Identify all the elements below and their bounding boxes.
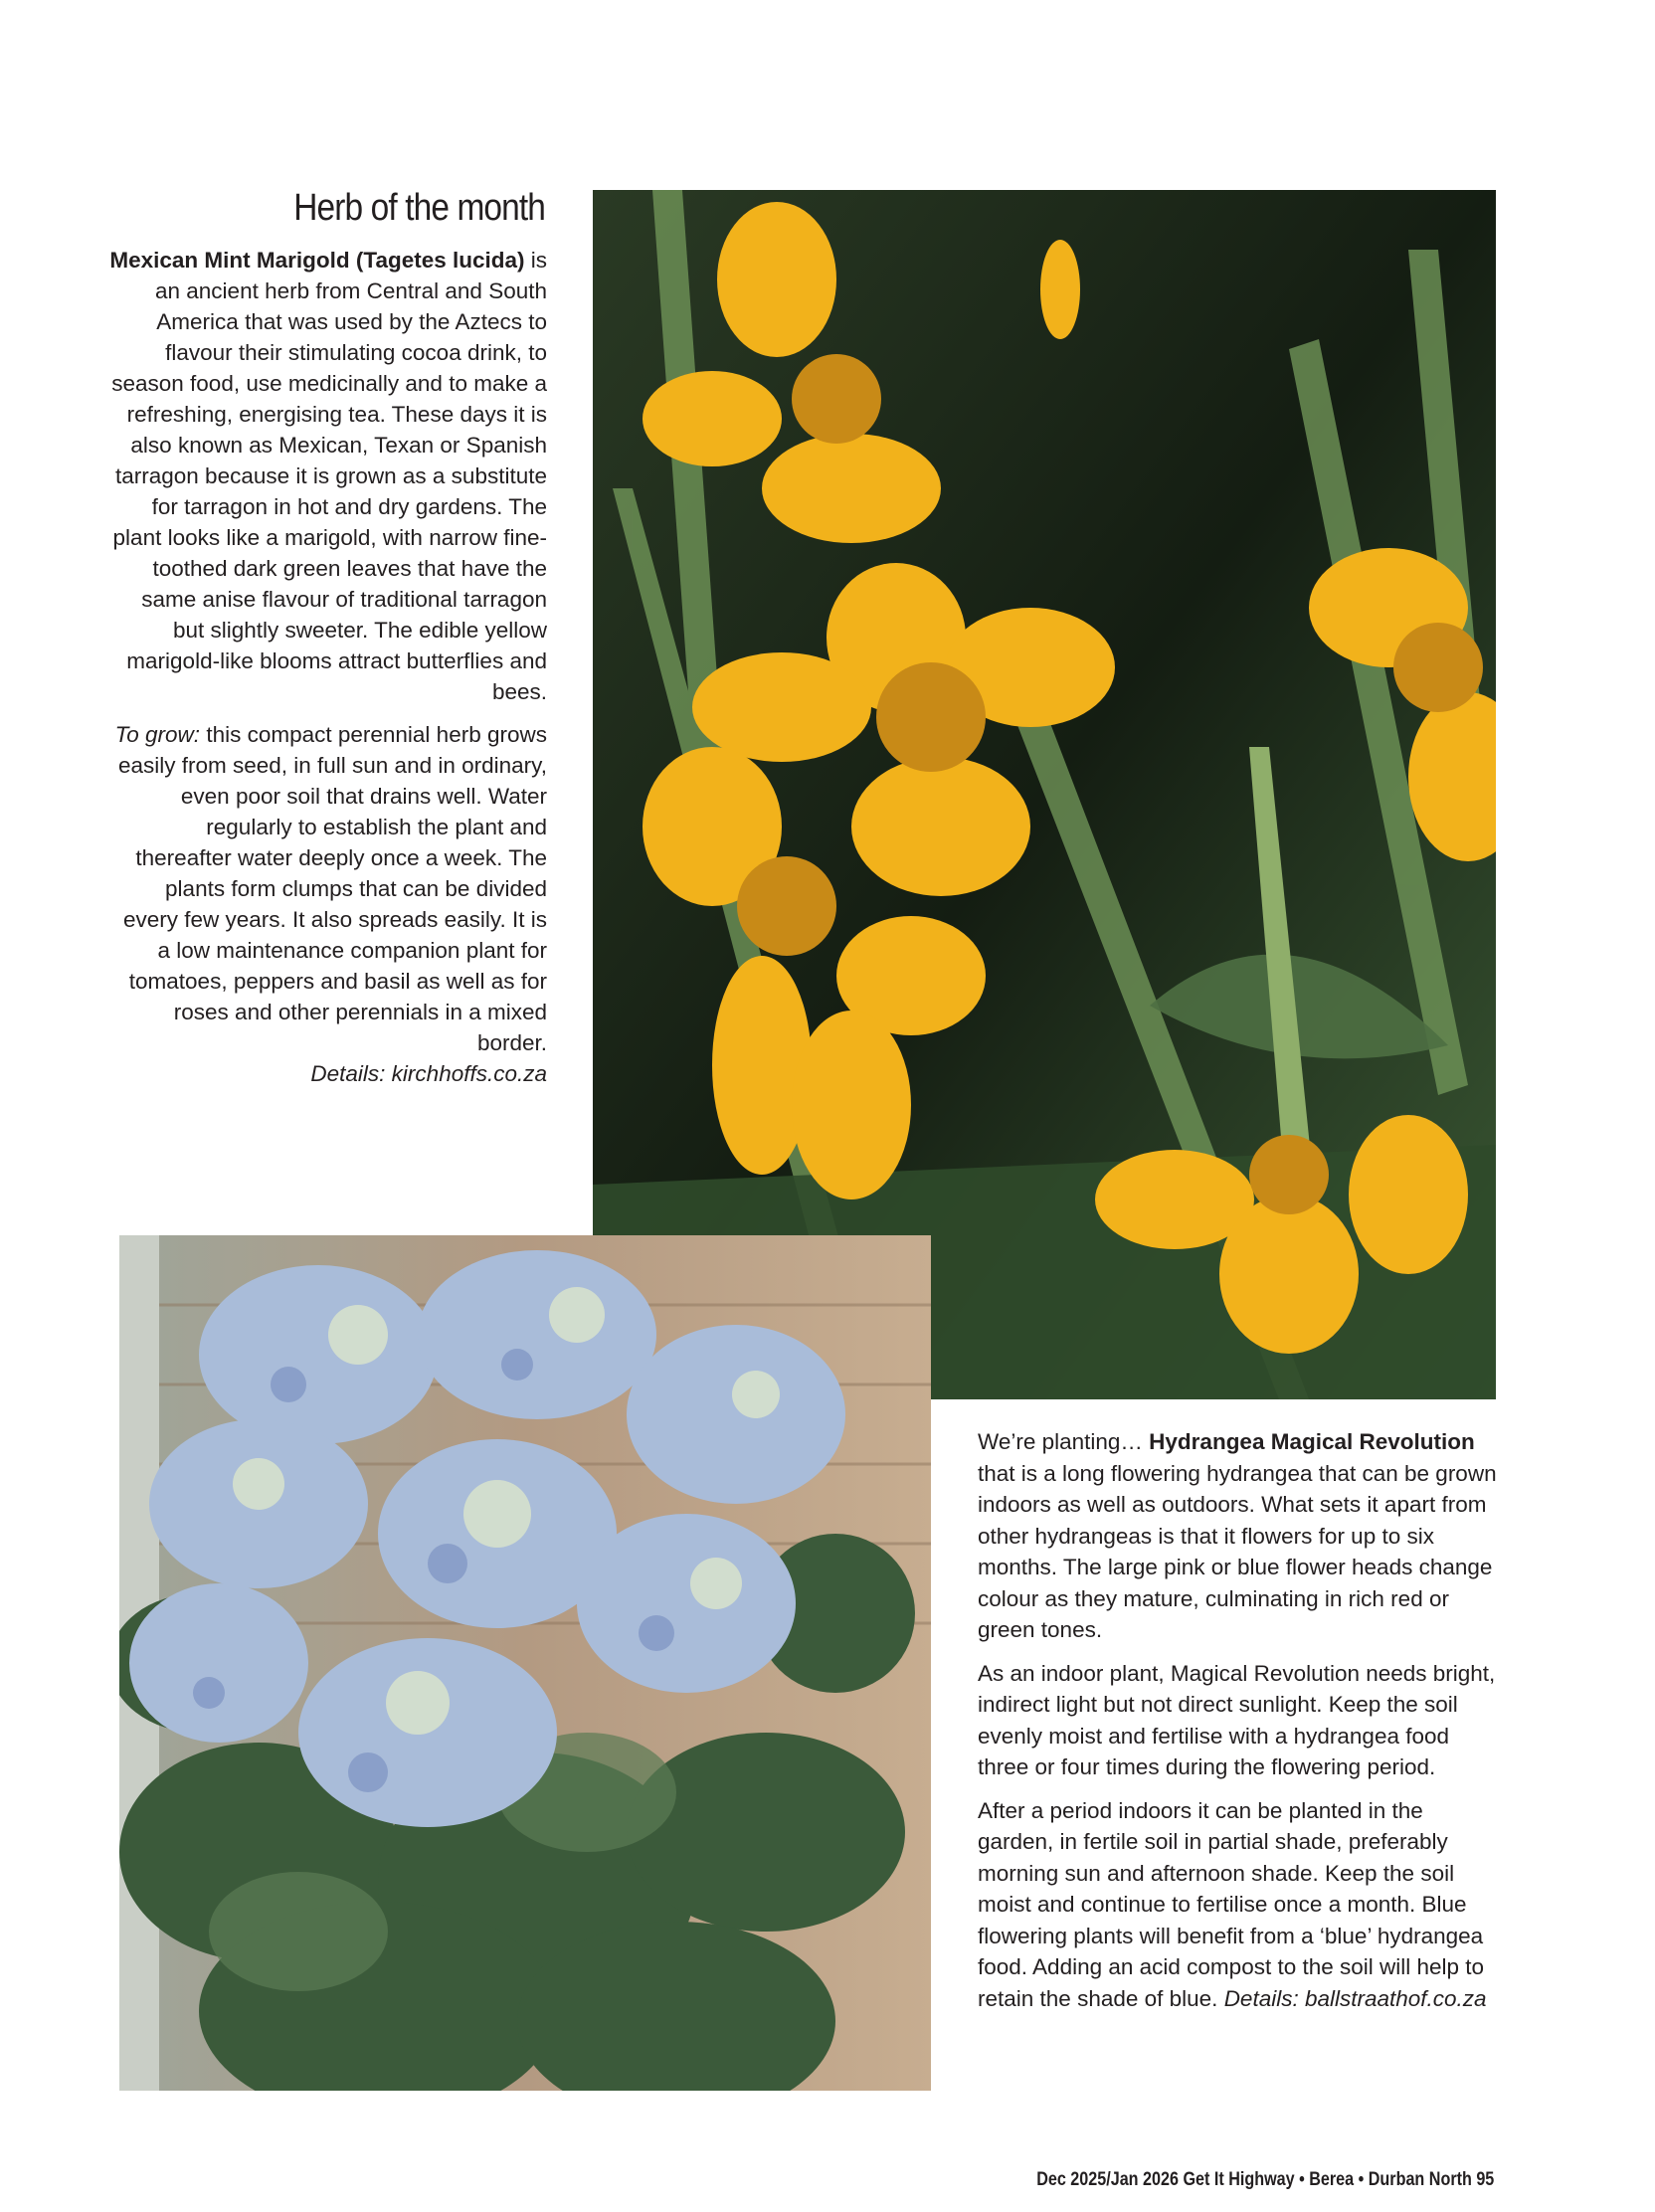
planting-lead: We’re planting… bbox=[978, 1429, 1150, 1454]
footer-publication: Get It Highway • Berea • Durban North 95 bbox=[1183, 2169, 1494, 2190]
planting-garden-text: After a period indoors it can be planted in the garden, in fertile soil in partial shade, preferably morning sun and afternoon shade. Keep the soil moist and continue to fertilise once a month. Blue flowering plants will benefit from a ‘blue’ hydrangea food. Adding an acid compost to the soil will help to retain the shade of blue. bbox=[978, 1797, 1485, 2011]
page-footer bbox=[1036, 2169, 1494, 2191]
herb-intro-paragraph bbox=[109, 245, 547, 707]
hydrangea-details-link[interactable]: Details: ballstraathof.co.za bbox=[1223, 1985, 1487, 2011]
herb-grow-paragraph bbox=[109, 719, 547, 1089]
to-grow-label: To grow: bbox=[114, 722, 201, 747]
planting-indoor-paragraph: As an indoor plant, Magical Revolution needs bright, indirect light but not direct sunlight. Keep the soil evenly moist and fertilise with a hydrangea food three or four times during the flowering period. bbox=[978, 1660, 1496, 1779]
section-heading: Herb of the month bbox=[293, 187, 545, 229]
planting-intro-paragraph bbox=[978, 1426, 1497, 1646]
planting-article bbox=[978, 1426, 1497, 2026]
herb-article bbox=[109, 245, 547, 1101]
marigold-photo bbox=[593, 190, 1496, 1399]
herb-details-link[interactable]: Details: kirchhoffs.co.za bbox=[310, 1061, 547, 1086]
herb-grow-text: this compact perennial herb grows easily from seed, in full sun and in ordinary, even poor soil that drains well. Water regularly to establish the plant and thereafter water deeply once a week. The plants form clumps that can be divided every few years. It also spreads easily. It is a low maintenance companion plant for tomatoes, peppers and basil as well as for roses and other perennials in a mixed border. bbox=[117, 722, 547, 1055]
planting-garden-paragraph bbox=[978, 1795, 1497, 2015]
herb-name: Mexican Mint Marigold (Tagetes lucida) bbox=[109, 248, 525, 273]
hydrangea-photo bbox=[119, 1235, 931, 2091]
hydrangea-name: Hydrangea Magical Revolution bbox=[1149, 1429, 1475, 1454]
planting-intro-text: that is a long flowering hydrangea that can be grown indoors as well as outdoors. What sets it apart from other hydrangeas is that it flowers for up to six months. The large pink or blue flower heads change colour as they mature, culminating in rich red or green tones. bbox=[978, 1460, 1497, 1642]
herb-intro-text: is an ancient herb from Central and South America that was used by the Aztecs to flavour their stimulating cocoa drink, to season food, use medicinally and to make a refreshing, energising tea. These days it is also known as Mexican, Texan or Spanish tarragon because it is grown as a substitute for tarragon in hot and dry gardens. The plant looks like a marigold, with narrow fine-toothed dark green leaves that have the same anise flavour of traditional tarragon but slightly sweeter. The edible yellow marigold-like blooms attract butterflies and bees. bbox=[111, 248, 547, 704]
footer-issue: Dec 2025/Jan 2026 bbox=[1035, 2169, 1184, 2190]
